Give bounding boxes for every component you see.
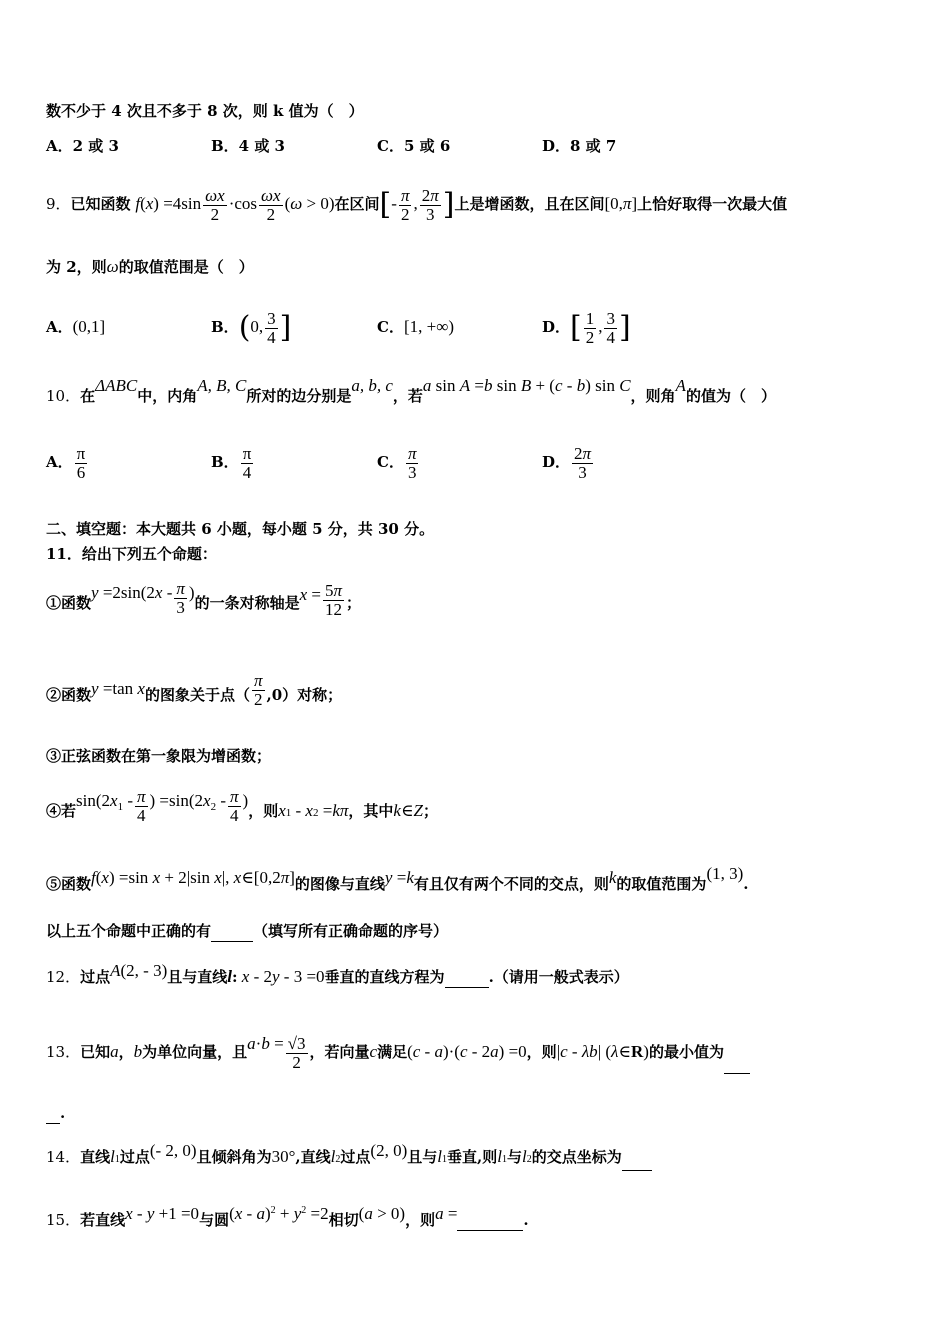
q11-prop-1: ①函数y =2sin(2x - $\frac{\pi}{3}$ )的一条对称轴是x = $\frac{5\pi}{12}$ ；	[46, 578, 362, 619]
q8-option-a: A．2 或 3	[46, 137, 119, 155]
q9-text-4: 上恰好取得一次最大值	[637, 195, 788, 213]
section-2-heading: 二、填空题：本大题共 6 小题，每小题 5 分，共 30 分。	[46, 520, 435, 538]
q10-stem: 10．在ΔABC中，内角A, B, C所对的边分别是a, b, c，若a sin A =b sin B + (c - b) sin C，则角A的值为（ ）	[46, 376, 776, 405]
q9-stem: 9．已知函数 f(x) =4sin $\frac{\omega x}{2}$ ·cos $\frac{\omega x}{2}$ (ω > 0)在区间[- $\frac{\pi}{2}$ , $\frac{2\pi}{3}$ ]上是增函数，且在区间[0,π]上恰好取得一次最大值	[46, 185, 788, 224]
q12-number: 12．	[46, 968, 81, 986]
q15-stem: 15．若直线x - y +1 =0与圆$(x - a)^2 + y^2 =2$相切(a > 0)，则a = .	[46, 1204, 529, 1229]
q15-answer-blank[interactable]	[457, 1230, 523, 1231]
q9-option-a: A．(0,1]	[46, 317, 106, 336]
q11-prop-3: ③正弦函数在第一象限为增函数；	[46, 747, 272, 765]
q13-stem: 13．已知a，b为单位向量，且a·b = $\frac{√3}{2}$ ，若向量c满足(c - a)·(c - 2a) =0，则|c - λb| (λ∈R)的最小值为	[46, 1030, 750, 1074]
q8-tail-text: 数不少于 4 次且不多于 8 次，则 k 值为（ ）	[46, 102, 364, 120]
q12-stem: 12．过点A(2, - 3)且与直线l: x - 2y - 3 =0垂直的直线方程为 .（请用一般式表示）	[46, 961, 629, 986]
q14-answer-blank[interactable]	[622, 1170, 652, 1171]
q9-option-c: C．[1, +∞)	[377, 317, 454, 336]
q8-option-d: D．8 或 7	[542, 137, 617, 155]
q10-option-b: B． $\frac{\pi}{4}$	[211, 443, 252, 482]
q8-option-c: C．5 或 6	[377, 137, 451, 155]
q11-head: 11．给出下列五个命题：	[46, 545, 217, 563]
q10-option-a: A． $\frac{\pi}{6}$	[46, 443, 86, 482]
q9-stem-line2: 为 2，则ω的取值范围是（ ）	[46, 257, 254, 276]
q14-number: 14．	[46, 1148, 81, 1166]
q13-number: 13．	[46, 1043, 81, 1061]
q11-tail: 以上五个命题中正确的有 （填写所有正确命题的序号）	[46, 922, 449, 940]
q15-number: 15．	[46, 1211, 81, 1229]
q9-line2-text-b: 的取值范围是（ ）	[118, 258, 254, 276]
q10-option-c: C． $\frac{\pi}{3}$	[377, 443, 417, 482]
q9-number: 9．	[46, 195, 71, 213]
q14-stem: 14．直线l1过点(- 2, 0)且倾斜角为30°,直线l2过点(2, 0)且与l1垂直,则l1与l2的交点坐标为	[46, 1146, 652, 1171]
q12-answer-blank[interactable]	[445, 987, 489, 988]
q11-prop-5: ⑤函数f(x) =sin x + 2|sin x|, x∈[0,2π]的图像与直线y =k有且仅有两个不同的交点，则k的取值范围为(1, 3).	[46, 864, 749, 893]
q11-prop-2: ②函数y =tan x的图象关于点（ $\frac{\pi}{2}$ ,0）对称；	[46, 670, 343, 709]
q11-answer-blank[interactable]	[211, 941, 253, 942]
q9-option-b: B．(0, $\frac{3}{4}$ ]	[211, 308, 292, 347]
q9-option-d: D．[ $\frac{1}{2}$ , $\frac{3}{4}$ ]	[542, 308, 631, 347]
q9-line2-text: 为 2，则	[46, 258, 107, 276]
q11-prop-4: ④若$\sin(2x^1$ - $\frac{\pi}{4}$ ) $=\sin(2x^2$ - $\frac{\pi}{4}$ )，则x1 - x2 =kπ，其中k∈Z；	[46, 786, 439, 825]
q13-end: .	[46, 1102, 65, 1124]
q10-number: 10．	[46, 387, 81, 405]
q9-text-3: 上是增函数，且在区间	[454, 195, 605, 213]
q13-answer-blank[interactable]	[724, 1073, 750, 1074]
q9-text-1: 已知函数	[70, 195, 131, 213]
q10-option-d: D． $\frac{2\pi}{3}$	[542, 443, 592, 482]
q8-option-b: B．4 或 3	[211, 137, 285, 155]
q9-text-2: 在区间	[334, 195, 380, 213]
q9-function-formula: f(x) =4sin $\frac{\omega x}{2}$ ·cos $\frac{\omega x}{2}$ (ω > 0)	[135, 185, 335, 224]
